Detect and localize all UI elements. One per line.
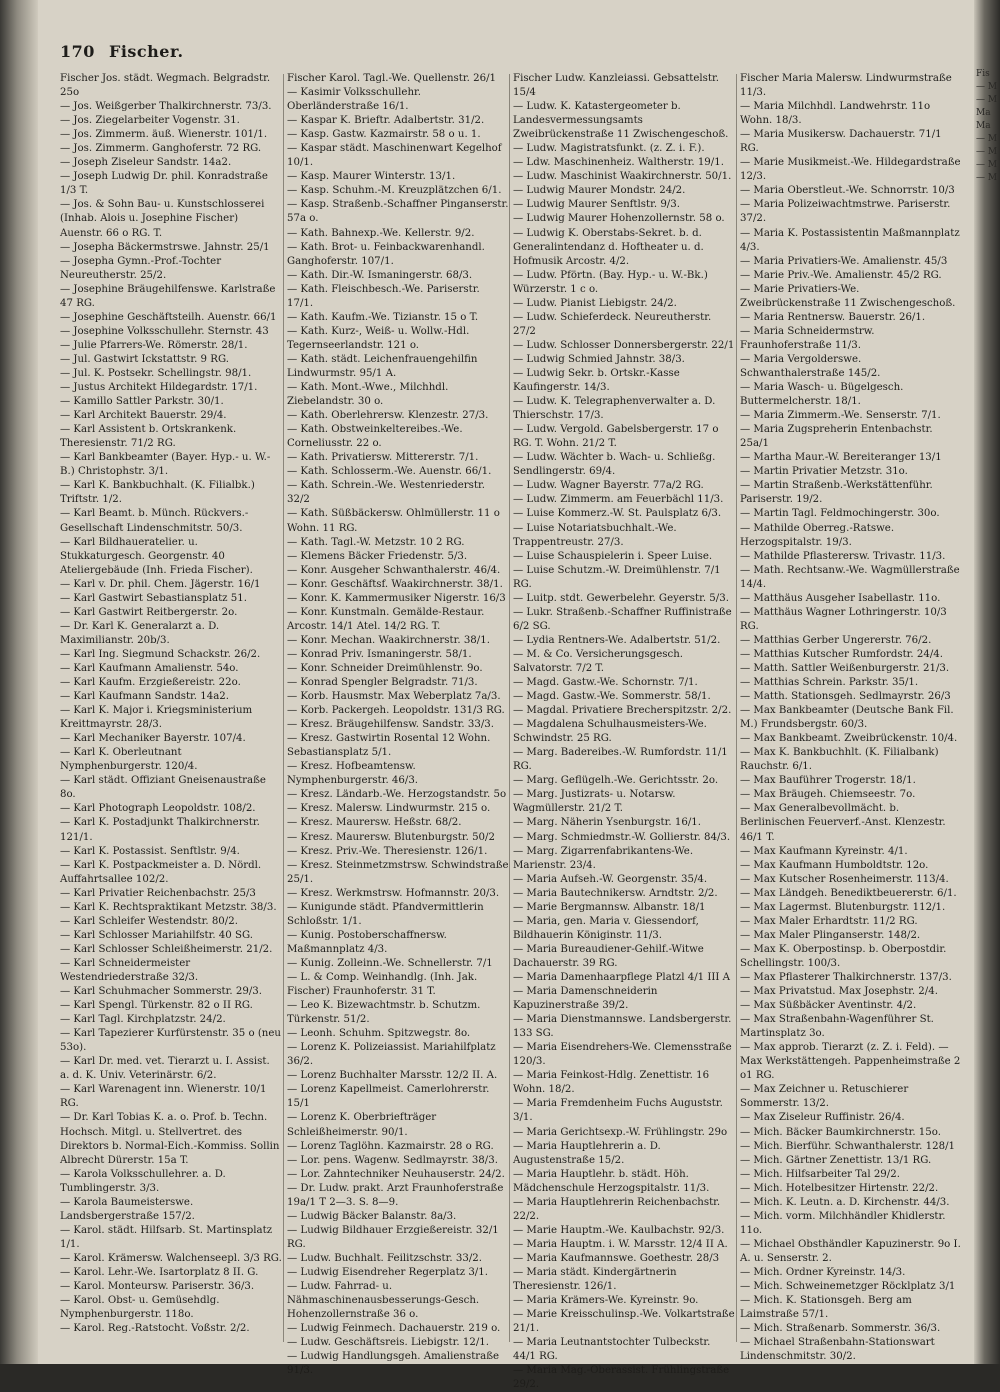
directory-entry: — Lydia Rentners-We. Adalbertstr. 51/2. (513, 634, 721, 646)
directory-entry: — Justus Architekt Hildegardstr. 17/1. (60, 382, 258, 394)
directory-entry: — Ludw. Wagner Bayerstr. 77a/2 RG. (513, 480, 704, 492)
column-rule (283, 74, 284, 1342)
fragment-line: — M (976, 95, 998, 105)
directory-entry: — Mich. Hotelbesitzer Hirtenstr. 22/2. (740, 1182, 939, 1194)
directory-entry: — Mich. Ordner Kyreinstr. 14/3. (740, 1266, 906, 1278)
directory-entry: — Ludw. Geschäftsreis. Liebigstr. 12/1. (287, 1337, 489, 1349)
directory-entry: — Ludw. Wächter b. Wach- u. Schließg. Sendlingerstr. 69/4. (513, 452, 716, 478)
directory-entry: — Marg. Geflügelh.-We. Gerichtsstr. 2o. (513, 775, 719, 787)
directory-entry: — Maria Wasch- u. Bügelgesch. Buttermelcherstr. 18/1. (740, 382, 904, 408)
directory-entry: — Magd. Gastw.-We. Sommerstr. 58/1. (513, 691, 711, 703)
directory-entry: — Klemens Bäcker Friedenstr. 5/3. (287, 550, 468, 562)
directory-entry: — Mich. Hilfsarbeiter Tal 29/2. (740, 1168, 900, 1180)
column-rule (509, 74, 510, 1342)
directory-entry: — Ludwig K. Oberstabs-Sekret. b. d. Generalintendanz d. Hoftheater u. d. Hofmusik Arcostr. 4/2. (513, 227, 704, 267)
directory-entry: — Maria Leutnantstochter Tulbeckstr. 44/1 RG. (513, 1337, 711, 1363)
directory-entry: — Marie Bergmannsw. Albanstr. 18/1 (513, 901, 706, 913)
page-gutter-shadow (0, 0, 38, 1364)
directory-entry: — Ludw. Schlosser Donnersbergerstr. 22/1 (513, 339, 735, 351)
directory-entry: — Karl K. Rechtspraktikant Metzstr. 38/3. (60, 901, 277, 913)
page-header (60, 42, 192, 66)
directory-entry: — Max Bräugeh. Chiemseestr. 7o. (740, 789, 916, 801)
column-rule (736, 74, 737, 1342)
directory-entry: — Lorenz K. Polizeiassist. Mariahilfplatz 36/2. (287, 1042, 496, 1068)
directory-entry: — Karl v. Dr. phil. Chem. Jägerstr. 16/1 (60, 578, 261, 590)
directory-entry: — Karol. Monteursw. Pariserstr. 36/3. (60, 1281, 255, 1293)
directory-entry: — Josephine Geschäftsteilh. Auenstr. 66/1 (60, 311, 277, 323)
directory-entry: — Mich. vorm. Milchhändler Khidlerstr. 11o. (740, 1210, 946, 1236)
directory-entry: — Michael Straßenbahn-Stationswart Lindenschmitstr. 30/2. (740, 1337, 935, 1363)
directory-entry: — Maria Musikersw. Dachauerstr. 71/1 RG. (740, 129, 942, 155)
directory-entry: — Max Bauführer Trogerstr. 18/1. (740, 775, 916, 787)
directory-entry: — Martin Straßenb.-Werkstättenführ. Pariserstr. 19/2. (740, 480, 933, 506)
directory-entry: — Dr. Karl Tobias K. a. o. Prof. b. Techn. Hochsch. Mitgl. u. Stellvertret. des Direktors b. Normal-Eich.-Kommiss. Sollin Albrecht Dürerstr. 15a T. (60, 1112, 280, 1166)
directory-entry: — Max Generalbevollmächt. b. Berlinischen Feuerverf.-Anst. Klenzestr. 46/1 T. (740, 803, 946, 843)
directory-entry: — Karl K. Postassist. Senftlstr. 9/4. (60, 845, 240, 857)
directory-entry: — Kresz. Werkmstrsw. Hofmannstr. 20/3. (287, 887, 500, 899)
directory-entry: — Karl Tapezierer Kurfürstenstr. 35 o (neu 53o). (60, 1028, 281, 1054)
directory-entry: — Kresz. Priv.-We. Theresienstr. 126/1. (287, 845, 488, 857)
directory-entry: — Konrad Spengler Belgradstr. 71/3. (287, 677, 478, 689)
directory-entry: — Mich. Schweinemetzger Röcklplatz 3/1 (740, 1281, 956, 1293)
directory-entry: — Kasimir Volksschullehr. Oberländerstraße 16/1. (287, 87, 421, 113)
directory-entry: — Max Privatstud. Max Josephstr. 2/4. (740, 986, 938, 998)
directory-entry: — Karl Beamt. b. Münch. Rückvers.-Gesellschaft Lindenschmitstr. 50/3. (60, 508, 249, 534)
directory-entry: — Maria Hauptlehr. b. städt. Höh. Mädchenschule Herzogspitalstr. 11/3. (513, 1168, 710, 1194)
directory-entry: Fischer Ludw. Kanzleiassi. Gebsattelstr. 15/4 (513, 73, 719, 99)
directory-entry: — Karl Mechaniker Bayerstr. 107/4. (60, 733, 246, 745)
directory-entry: — Matth. Sattler Weißenburgerstr. 21/3. (740, 662, 950, 674)
directory-entry: — Maria Krämers-We. Kyreinstr. 9o. (513, 1295, 699, 1307)
directory-entry: — Konr. Mechan. Waakirchnerstr. 38/1. (287, 634, 490, 646)
directory-entry: — Lor. pens. Wagenw. Sedlmayrstr. 38/3. (287, 1154, 498, 1166)
directory-entry: — Max Süßbäcker Aventinstr. 4/2. (740, 1000, 917, 1012)
directory-entry: — Matthäus Wagner Lothringerstr. 10/3 RG. (740, 606, 947, 632)
directory-entry: — Maria Eisendrehers-We. Clemensstraße 120/3. (513, 1042, 732, 1068)
directory-entry: — Ludw. Vergold. Gabelsbergerstr. 17 o RG. T. Wohn. 21/2 T. (513, 424, 719, 450)
directory-entry: — Karl Assistent b. Ortskrankenk. Theresienstr. 71/2 RG. (60, 424, 237, 450)
directory-entry: — Kunig. Postoberschaffnersw. Maßmannplatz 4/3. (287, 929, 447, 955)
directory-entry: — Kath. Kurz-, Weiß- u. Wollw.-Hdl. Tegernseerlandstr. 121 o. (287, 325, 470, 351)
directory-entry: — Maria Milchhdl. Landwehrstr. 11o Wohn. 18/3. (740, 101, 931, 127)
directory-entry: — Magdalena Schulhausmeisters-We. Schwindstr. 25 RG. (513, 719, 707, 745)
directory-column-4 (740, 72, 962, 1363)
fragment-line: Ma (976, 121, 991, 131)
directory-entry: — Maria K. Postassistentin Maßmannplatz 4/3. (740, 227, 960, 253)
directory-entry: — Kath. Kaufm.-We. Tizianstr. 15 o T. (287, 311, 479, 323)
directory-entry: — Ludwig Maurer Hohenzollernstr. 58 o. (513, 213, 725, 225)
directory-entry: — Marie Privatiers-We. Zweibrückenstraße 11 Zwischengeschoß. (740, 283, 956, 309)
directory-entry: — Magd. Gastw.-We. Schornstr. 7/1. (513, 677, 698, 689)
directory-entry: — Max K. Oberpostinsp. b. Oberpostdir. Schellingstr. 100/3. (740, 943, 947, 969)
directory-entry: — Kaspar K. Brieftr. Adalbertstr. 31/2. (287, 115, 485, 127)
directory-entry: — Josepha Bäckermstrswe. Jahnstr. 25/1 (60, 241, 270, 253)
directory-entry: — Marie Musikmeist.-We. Hildegardstraße 12/3. (740, 157, 961, 183)
directory-entry: — Josepha Gymn.-Prof.-Tochter Neureutherstr. 25/2. (60, 255, 222, 281)
directory-entry: — Kresz. Malersw. Lindwurmstr. 215 o. (287, 803, 491, 815)
directory-entry: — Kath. Fleischbesch.-We. Pariserstr. 17/1. (287, 283, 480, 309)
directory-entry: — Kamillo Sattler Parkstr. 30/1. (60, 396, 224, 408)
directory-entry: — Ludwig Handlungsgeh. Amalienstraße 91/3. (287, 1351, 500, 1377)
directory-entry: — Kasp. Straßenb.-Schaffner Pinganserstr. 57a o. (287, 199, 509, 225)
directory-entry: — Matthias Gerber Ungererstr. 76/2. (740, 634, 932, 646)
directory-entry: — Max Pflasterer Thalkirchnerstr. 137/3. (740, 972, 952, 983)
directory-entry: — Kath. Süßbäckersw. Ohlmüllerstr. 11 o Wohn. 11 RG. (287, 508, 500, 534)
directory-entry: — Max Lagermst. Blutenburgstr. 112/1. (740, 901, 946, 913)
directory-entry: — Karola Volksschullehrer. a. D. Tumblingerstr. 3/3. (60, 1168, 226, 1194)
directory-entry: — Kath. städt. Leichenfrauengehilfin Lindwurmstr. 95/1 A. (287, 353, 478, 379)
directory-column-3 (513, 72, 735, 1391)
directory-entry: — Maria städt. Kindergärtnerin Theresienstr. 126/1. (513, 1266, 677, 1293)
directory-entry: — Joseph Ludwig Dr. phil. Konradstraße 1/3 T. (60, 171, 268, 197)
directory-entry: — Maria Dienstmannswe. Landsbergerstr. 133 SG. (513, 1014, 732, 1040)
directory-entry: — Mathilde Oberreg.-Ratswe. Herzogspitalstr. 19/3. (740, 522, 895, 548)
directory-entry: — Michael Obsthändler Kapuzinerstr. 9o I. A. u. Senserstr. 2. (740, 1238, 961, 1264)
directory-entry: — Luise Notariatsbuchhalt.-We. Trappentreustr. 27/3. (513, 522, 677, 548)
directory-entry: — Ludw. Pförtn. (Bay. Hyp.- u. W.-Bk.) Würzerstr. 1 c o. (513, 269, 708, 295)
directory-entry: — Kath. Schrein.-We. Westenriederstr. 32/2 (287, 480, 485, 506)
directory-entry: Fischer Maria Malersw. Lindwurmstraße 11/3. (740, 73, 952, 99)
directory-entry: — Konr. Geschäftsf. Waakirchnerstr. 38/1. (287, 578, 503, 590)
directory-entry: — Kresz. Ländarb.-We. Herzogstandstr. 5o (287, 789, 507, 801)
directory-entry: — Max Bankbeamter (Deutsche Bank Fil. M.) Frundsbergstr. 60/3. (740, 705, 954, 731)
directory-entry: — Matth. Stationsgeh. Sedlmayrstr. 26/3 (740, 691, 951, 703)
directory-entry: — Ludwig Bildhauer Erzgießereistr. 32/1 RG. (287, 1224, 499, 1250)
directory-entry: — Jul. Gastwirt Ickstattstr. 9 RG. (60, 353, 229, 365)
directory-entry: — Maria Fremdenheim Fuchs Auguststr. 3/1. (513, 1098, 723, 1124)
directory-entry: — Kath. Mont.-Wwe., Milchhdl. Ziebelandstr. 30 o. (287, 382, 449, 408)
directory-entry: — Ludw. Zimmerm. am Feuerbächl 11/3. (513, 494, 724, 506)
directory-entry: — Lorenz Kapellmeist. Camerlohrerstr. 15/1 (287, 1084, 490, 1110)
directory-entry: — Maria, gen. Maria v. Giessendorf, Bildhauerin Königinstr. 11/3. (513, 915, 699, 941)
directory-entry: — Kasp. Gastw. Kazmairstr. 58 o u. 1. (287, 129, 481, 141)
directory-entry: — L. & Comp. Weinhandlg. (Inh. Jak. Fischer) Fraunhoferstr. 31 T. (287, 972, 478, 998)
fragment-line: Ma (976, 108, 991, 118)
directory-entry: — Max Maler Plinganserstr. 148/2. (740, 929, 921, 941)
directory-entry: — Maria Oberstleut.-We. Schnorrstr. 10/3 (740, 185, 955, 197)
directory-entry: — Karl K. Bankbuchhalt. (K. Filialbk.) Triftstr. 1/2. (60, 480, 255, 506)
directory-entry: — Matthias Schrein. Parkstr. 35/1. (740, 677, 919, 689)
directory-entry: — Korb. Hausmstr. Max Weberplatz 7a/3. (287, 691, 501, 703)
directory-entry: — Karl Kaufmann Amalienstr. 54o. (60, 662, 239, 674)
directory-entry: — Kresz. Hofbeamtensw. Nymphenburgerstr. 46/3. (287, 761, 419, 787)
directory-entry: — Ludwig Maurer Senftlstr. 9/3. (513, 199, 680, 211)
directory-entry: — Mich. Bäcker Baumkirchnerstr. 15o. (740, 1126, 941, 1138)
directory-entry: — Karl Warenagent inn. Wienerstr. 10/1 RG. (60, 1084, 267, 1110)
directory-entry: — Martin Privatier Metzstr. 31o. (740, 466, 908, 478)
directory-entry: — Karol. Reg.-Ratstocht. Voßstr. 2/2. (60, 1323, 250, 1335)
directory-entry: — Jos. Zimmerm. Ganghoferstr. 72 RG. (60, 143, 262, 155)
directory-entry: — Maria Polizeiwachtmstrwe. Pariserstr. 37/2. (740, 199, 951, 225)
directory-entry: — Kath. Dir.-W. Ismaningerstr. 68/3. (287, 269, 473, 281)
directory-entry: — Karl Kaufm. Erzgießereistr. 22o. (60, 677, 241, 689)
directory-entry: — Konr. Schneider Dreimühlenstr. 9o. (287, 662, 483, 674)
directory-entry: — Karl Gastwirt Reitbergerstr. 2o. (60, 606, 238, 618)
directory-entry: — Kasp. Maurer Winterstr. 13/1. (287, 171, 456, 183)
directory-entry: — Kresz. Maurersw. Heßstr. 68/2. (287, 817, 462, 829)
directory-entry: Fischer Jos. städt. Wegmach. Belgradstr. 25o (60, 73, 271, 99)
directory-entry: — Max K. Bankbuchhlt. (K. Filialbank) Rauchstr. 6/1. (740, 747, 939, 773)
directory-entry: — Max Zeichner u. Retuschierer Sommerstr. 13/2. (740, 1084, 909, 1110)
directory-entry: — Maria Zugspreherin Entenbachstr. 25a/1 (740, 424, 933, 450)
directory-entry: — Luitp. stdt. Gewerbelehr. Geyerstr. 5/3. (513, 592, 729, 604)
directory-entry: — Konr. Kunstmaln. Gemälde-Restaur. Arcostr. 14/1 Atel. 14/2 RG. T. (287, 606, 485, 632)
directory-entry: — Math. Rechtsanw.-We. Wagmüllerstraße 14/4. (740, 564, 960, 590)
directory-entry: — Max Straßenbahn-Wagenführer St. Martinsplatz 3o. (740, 1014, 934, 1040)
directory-entry: — Ludwig Sekr. b. Ortskr.-Kasse Kaufingerstr. 14/3. (513, 367, 680, 394)
directory-entry: — Lukr. Straßenb.-Schaffner Ruffinistraße 6/2 SG. (513, 606, 732, 632)
directory-entry: — Karl K. Major i. Kriegsministerium Kreittmayrstr. 28/3. (60, 705, 253, 731)
directory-entry: — Marg. Schmiedmstr.-W. Gollierstr. 84/3. (513, 831, 731, 843)
fragment-line: — M (976, 134, 998, 144)
directory-column-1 (60, 72, 282, 1342)
directory-entry: — Maria Aufseh.-W. Georgenstr. 35/4. (513, 873, 708, 885)
directory-entry: — Lorenz Taglöhn. Kazmairstr. 28 o RG. (287, 1140, 494, 1152)
directory-entry: — Lorenz K. Oberbriefträger Schleißheimerstr. 90/1. (287, 1112, 437, 1138)
running-title: Fischer. (108, 42, 184, 61)
directory-entry: — Ludw. Maschinist Waakirchnerstr. 50/1. (513, 171, 732, 183)
directory-entry: — Lorenz Buchhalter Marsstr. 12/2 II. A. (287, 1070, 498, 1082)
directory-entry: — Kath. Tagl.-W. Metzstr. 10 2 RG. (287, 536, 465, 548)
directory-entry: — Marie Priv.-We. Amalienstr. 45/2 RG. (740, 269, 942, 281)
directory-entry: — Karl Ing. Siegmund Schackstr. 26/2. (60, 648, 261, 660)
directory-entry: — Mich. Bierführ. Schwanthalerstr. 128/1 (740, 1140, 956, 1152)
directory-entry: — Max Ziseleur Ruffinistr. 26/4. (740, 1112, 905, 1124)
directory-entry: — Karl K. Postadjunkt Thalkirchnerstr. 121/1. (60, 817, 260, 843)
directory-entry: — Kresz. Steinmetzmstrsw. Schwindstraße 25/1. (287, 859, 509, 885)
directory-entry: — Ludw. Buchhalt. Feilitzschstr. 33/2. (287, 1252, 482, 1264)
directory-entry: — Matthäus Ausgeher Isabellastr. 11o. (740, 592, 941, 604)
directory-entry: — Karol. Obst- u. Gemüsehdlg. Nymphenburgerstr. 118o. (60, 1295, 220, 1321)
directory-entry: — Marg. Näherin Ysenburgstr. 16/1. (513, 817, 701, 829)
directory-entry: — Jos. & Sohn Bau- u. Kunstschlosserei (Inhab. Alois u. Josephine Fischer) Auenstr. 66 o RG. T. (60, 199, 265, 239)
directory-entry: — Max approb. Tierarzt (z. Z. i. Feld). — Max Werkstättengeh. Pappenheimstraße 2 o1 RG. (740, 1042, 961, 1082)
fragment-line: — M (976, 82, 998, 92)
directory-entry: — Lor. Zahntechniker Neuhauserstr. 24/2. (287, 1168, 505, 1180)
directory-entry: — Maria Damenschneiderin Kapuzinerstraße 39/2. (513, 986, 658, 1012)
directory-entry: — Maria Gerichtsexp.-W. Frühlingstr. 29o (513, 1126, 728, 1138)
directory-entry: — Max Maler Erhardtstr. 11/2 RG. (740, 915, 918, 927)
page-edge-shadow (974, 0, 1000, 1364)
directory-entry: — M. & Co. Versicherungsgesch. Salvatorstr. 7/2 T. (513, 648, 683, 674)
directory-entry: — Konr. K. Kammermusiker Nigerstr. 16/3 (287, 592, 506, 604)
directory-entry: — Jul. K. Postsekr. Schellingstr. 98/1. (60, 367, 252, 379)
fragment-line: Fis (976, 69, 990, 79)
directory-entry: — Karl Bankbeamter (Bayer. Hyp.- u. W.-B.) Christophstr. 3/1. (60, 452, 271, 478)
directory-entry: — Ludwig Feinmech. Dachauerstr. 219 o. (287, 1323, 501, 1335)
directory-entry: — Max Ländgeh. Benediktbeuererstr. 6/1. (740, 887, 957, 899)
directory-entry: — Karl Schleifer Westendstr. 80/2. (60, 915, 238, 927)
directory-entry: — Kath. Bahnexp.-We. Kellerstr. 9/2. (287, 227, 475, 239)
directory-entry: — Marie Hauptm.-We. Kaulbachstr. 92/3. (513, 1224, 725, 1236)
directory-entry: — Maria Vergolderswe. Schwanthalerstraße 145/2. (740, 353, 881, 379)
directory-entry: — Kath. Privatiersw. Mittererstr. 7/1. (287, 452, 479, 464)
directory-entry: — Josephine Volksschullehr. Sternstr. 43 (60, 325, 269, 337)
directory-entry: — Max Kaufmann Kyreinstr. 4/1. (740, 845, 908, 857)
directory-entry: — Karl Architekt Bauerstr. 29/4. (60, 410, 227, 422)
directory-entry: — Karola Baumeisterswe. Landsbergerstraße 157/2. (60, 1196, 195, 1222)
directory-entry: — Ludw. Magistratsfunkt. (z. Z. i. F.). (513, 143, 705, 155)
directory-entry: — Luise Schauspielerin i. Speer Luise. (513, 550, 713, 562)
directory-entry: — Maria Zimmerm.-We. Senserstr. 7/1. (740, 410, 941, 422)
directory-entry: — Mich. Gärtner Zenettistr. 13/1 RG. (740, 1154, 932, 1166)
directory-entry: — Jos. Weißgerber Thalkirchnerstr. 73/3. (60, 101, 272, 113)
fragment-line: — M (976, 160, 998, 170)
directory-entry: — Karl Gastwirt Sebastiansplatz 51. (60, 592, 247, 604)
directory-entry: — Ludwig Maurer Mondstr. 24/2. (513, 185, 686, 197)
directory-entry: — Max Kutscher Rosenheimerstr. 113/4. (740, 873, 949, 885)
directory-entry: Fischer Karol. Tagl.-We. Quellenstr. 26/1 (287, 73, 496, 84)
directory-entry: — Karl K. Oberleutnant Nymphenburgerstr. 120/4. (60, 747, 198, 773)
directory-entry: — Karl Photograph Leopoldstr. 108/2. (60, 803, 256, 815)
directory-entry: — Karl Kaufmann Sandstr. 14a2. (60, 691, 230, 703)
directory-entry: — Karol. Lehr.-We. Isartorplatz 8 II. G. (60, 1266, 259, 1278)
directory-entry: — Ludw. Schieferdeck. Neureutherstr. 27/2 (513, 311, 712, 337)
fragment-line: — M (976, 173, 998, 183)
directory-entry: — Karl Tagl. Kirchplatzstr. 24/2. (60, 1014, 226, 1026)
directory-entry: — Josephine Bräugehilfenswe. Karlstraße 47 RG. (60, 283, 276, 309)
directory-entry: — Karl Schlosser Mariahilfstr. 40 SG. (60, 929, 254, 941)
directory-entry: — Karol. Krämersw. Walchenseepl. 3/3 RG. (60, 1252, 282, 1264)
directory-entry: — Karl Schuhmacher Sommerstr. 29/3. (60, 986, 262, 998)
directory-entry: — Dr. Ludw. prakt. Arzt Fraunhoferstraße 19a/1 T 2—3. S. 8—9. (287, 1182, 504, 1208)
directory-entry: — Maria Rentnersw. Bauerstr. 26/1. (740, 311, 926, 323)
directory-entry: — Martha Maur.-W. Bereiteranger 13/1 (740, 452, 942, 464)
directory-entry: — Kresz. Bräugehilfensw. Sandstr. 33/3. (287, 719, 495, 731)
directory-entry: — Karl K. Postpackmeister a. D. Nördl. Auffahrtsallee 102/2. (60, 859, 262, 885)
directory-entry: — Magdal. Privatiere Brecherspitzstr. 2/2. (513, 705, 732, 717)
directory-entry: — Maria Privatiers-We. Amalienstr. 45/3 (740, 255, 948, 267)
directory-entry: — Karl städt. Offiziant Gneisenaustraße 8o. (60, 775, 266, 801)
directory-entry: — Julie Pfarrers-We. Römerstr. 28/1. (60, 339, 248, 351)
directory-entry: — Ludwig Schmied Jahnstr. 38/3. (513, 353, 685, 365)
directory-entry: — Karl Dr. med. vet. Tierarzt u. I. Assist. a. d. K. Univ. Veterinärstr. 6/2. (60, 1056, 270, 1082)
directory-entry: — Leonh. Schuhm. Spitzwegstr. 8o. (287, 1028, 471, 1040)
directory-entry: — Karol. städt. Hilfsarb. St. Martinsplatz 1/1. (60, 1224, 273, 1250)
adjacent-page-fragment (976, 68, 998, 185)
directory-entry: — Karl Spengl. Türkenstr. 82 o II RG. (60, 1000, 253, 1012)
directory-entry: — Konr. Ausgeher Schwanthalerstr. 46/4. (287, 564, 501, 576)
directory-entry: — Kaspar städt. Maschinenwart Kegelhof 10/1. (287, 143, 502, 169)
directory-entry: — Ldw. Maschinenheiz. Waltherstr. 19/1. (513, 157, 724, 169)
directory-entry: — Kresz. Gastwirtin Rosental 12 Wohn. Sebastiansplatz 5/1. (287, 733, 491, 759)
directory-entry: — Marg. Zigarrenfabrikantens-We. Marienstr. 23/4. (513, 845, 694, 871)
directory-entry: — Ludwig Bäcker Balanstr. 8a/3. (287, 1210, 457, 1222)
directory-entry: — Mich. K. Leutn. a. D. Kirchenstr. 44/3. (740, 1196, 950, 1208)
directory-entry: — Ludw. Pianist Liebigstr. 24/2. (513, 297, 677, 309)
directory-entry: — Konrad Priv. Ismaningerstr. 58/1. (287, 648, 472, 660)
directory-entry: — Matthias Kutscher Rumfordstr. 24/4. (740, 648, 944, 660)
directory-entry: — Luise Kommerz.-W. St. Paulsplatz 6/3. (513, 508, 722, 520)
directory-entry: — Maria Kaufmannswe. Goethestr. 28/3 (513, 1252, 720, 1264)
page-number: 170 (60, 42, 95, 61)
directory-entry: — Maria Schneidermstrw. Fraunhoferstraße 11/3. (740, 325, 875, 351)
directory-entry: — Max Kaufmann Humboldtstr. 12o. (740, 859, 929, 871)
directory-entry: — Joseph Ziseleur Sandstr. 14a2. (60, 157, 232, 169)
directory-entry: — Marie Kreisschulinsp.-We. Volkartstraße 21/1. (513, 1309, 735, 1335)
directory-entry: — Maria Hauptlehrerin Reichenbachstr. 22/2. (513, 1196, 721, 1222)
directory-entry: — Maria Feinkost-Hdlg. Zenettistr. 16 Wohn. 18/2. (513, 1070, 710, 1096)
directory-column-2 (287, 72, 509, 1377)
directory-entry: — Luise Schutzm.-W. Dreimühlenstr. 7/1 RG. (513, 564, 721, 590)
directory-entry: — Maria Damenhaarpflege Platzl 4/1 III A (513, 972, 731, 983)
directory-entry: — Jos. Ziegelarbeiter Vogenstr. 31. (60, 115, 240, 127)
directory-entry: — Mathilde Pflasterersw. Trivastr. 11/3. (740, 550, 946, 562)
directory-entry: — Kunig. Zolleinn.-We. Schnellerstr. 7/1 (287, 957, 493, 969)
directory-entry: — Ludw. K. Katastergeometer b. Landesvermessungsamts Zweibrückenstraße 11 Zwischengeschoß. (513, 101, 729, 141)
directory-entry: — Maria Hauptlehrerin a. D. Augustenstraße 15/2. (513, 1140, 661, 1166)
directory-entry: — Kath. Schlosserm.-We. Auenstr. 66/1. (287, 466, 492, 478)
directory-entry: — Kunigunde städt. Pfandvermittlerin Schloßstr. 1/1. (287, 901, 484, 927)
directory-entry: — Karl Schneidermeister Westendriederstraße 32/3. (60, 957, 199, 983)
directory-entry: — Karl Bildhaueratelier. u. Stukkaturgesch. Georgenstr. 40 Ateliergebäude (Inh. Frieda Fischer). (60, 536, 253, 576)
directory-entry: — Korb. Packergeh. Leopoldstr. 131/3 RG. (287, 705, 505, 717)
directory-entry: — Kresz. Maurersw. Blutenburgstr. 50/2 (287, 831, 495, 843)
directory-entry: — Leo K. Bizewachtmstr. b. Schutzm. Türkenstr. 51/2. (287, 1000, 481, 1026)
directory-entry: — Marg. Justizrats- u. Notarsw. Wagmüllerstr. 21/2 T. (513, 789, 676, 815)
directory-entry: — Maria Mag.-Oberassist. Frühlingstraße 29/2. (513, 1365, 730, 1391)
directory-entry: — Ludwig Eisendreher Regerplatz 3/1. (287, 1266, 488, 1278)
directory-entry: — Maria Hauptm. i. W. Marsstr. 12/4 II A. (513, 1238, 728, 1250)
directory-entry: — Maria Bautechnikersw. Arndtstr. 2/2. (513, 887, 718, 899)
directory-entry: — Maria Bureaudiener-Gehilf.-Witwe Dachauerstr. 39 RG. (513, 943, 704, 969)
directory-entry: — Marg. Badereibes.-W. Rumfordstr. 11/1 RG. (513, 747, 728, 773)
directory-entry: — Karl Schlosser Schleißheimerstr. 21/2. (60, 943, 273, 955)
directory-entry: — Mich. Straßenarb. Sommerstr. 36/3. (740, 1323, 941, 1335)
directory-entry: — Kath. Brot- u. Feinbackwarenhandl. Ganghoferstr. 107/1. (287, 241, 485, 267)
directory-entry: — Martin Tagl. Feldmochingerstr. 30o. (740, 508, 940, 520)
directory-entry: — Kasp. Schuhm.-M. Kreuzplätzchen 6/1. (287, 185, 502, 197)
directory-entry: — Karl Privatier Reichenbachstr. 25/3 (60, 887, 256, 899)
directory-entry: — Kath. Obstweinkeltereibes.-We. Corneliusstr. 22 o. (287, 424, 463, 450)
directory-entry: — Max Bankbeamt. Zweibrückenstr. 10/4. (740, 733, 958, 745)
directory-entry: — Jos. Zimmerm. äuß. Wienerstr. 101/1. (60, 129, 268, 141)
directory-entry: — Dr. Karl K. Generalarzt a. D. Maximilianstr. 20b/3. (60, 620, 220, 646)
directory-entry: — Kath. Oberlehrersw. Klenzestr. 27/3. (287, 410, 489, 422)
fragment-line: — M (976, 147, 998, 157)
directory-entry: — Ludw. K. Telegraphenverwalter a. D. Thierschstr. 17/3. (513, 396, 716, 422)
directory-entry: — Ludw. Fahrrad- u. Nähmaschinenausbesserungs-Gesch. Hohenzollernstraße 36 o. (287, 1281, 480, 1321)
directory-entry: — Mich. K. Stationsgeh. Berg am Laimstraße 57/1. (740, 1295, 912, 1321)
